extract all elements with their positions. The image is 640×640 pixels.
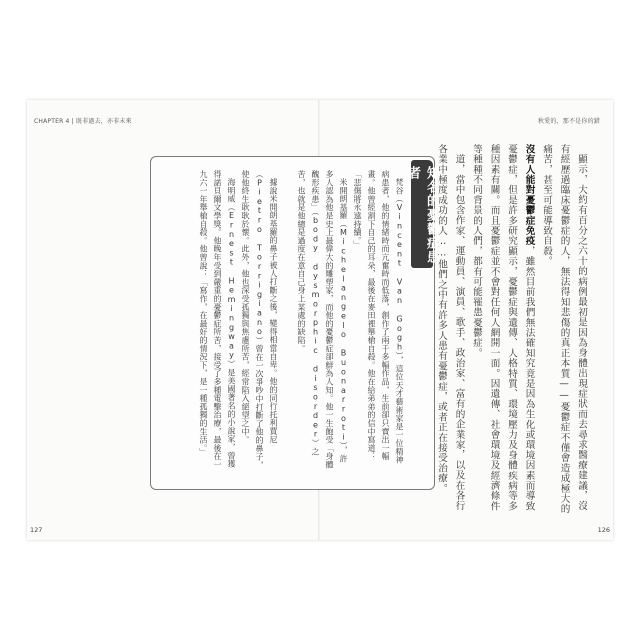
body-paragraph: 顯示，大約有百分之六十的病例最初是因為身體出現症狀而去尋求醫療建議，沒有經歷過臨床憂鬱症的人，無法得知悲傷的真正本質——憂鬱症不僅會造成極大的痛苦，甚至可能導致自殺。 bbox=[541, 144, 587, 514]
running-head-left: CHAPTER 4 | 既非過去，亦非未來 bbox=[34, 118, 132, 125]
section-subhead bbox=[468, 144, 538, 518]
page-number-left: 127 bbox=[30, 526, 43, 534]
body-paragraph: 道，當中包含作家、運動員、演員、歌手、政治家、富有的企業家，以及在各行各業中極度成功的人……他們之中有許多人患有憂鬱症，或者正在接受治療。 bbox=[436, 144, 465, 511]
subhead-continuation: ，雖然目前我們無法確知究竟是因為生化或環境因素而導致憂鬱症，但是許多研究顯示，憂鬱症與遺傳、人格特質、環境壓力及身體疾病等多種因素有關。而且憂鬱症並不會對任何人網開一面。因遺傳、社會環境及經濟條件等種種不同背景的人們，都有可能罹患憂鬱症。 bbox=[471, 144, 535, 512]
sidebar-title-tab bbox=[405, 160, 439, 268]
page-number-right: 126 bbox=[597, 526, 610, 534]
sidebar-text bbox=[162, 170, 406, 470]
sidebar-paragraph: 梵谷（Vincent Van Gogh），這位天才藝術家是一位精神病患者，他的情緒時而亢奮時而低落，創作了兩千多幅作品，生前卻只賣出一幅畫。他曾經割下自己的耳朵，最後在麥田裡舉槍自殺。他在給弟弟的信中寫道：「悲傷將永遠持續。」 bbox=[353, 170, 404, 464]
main-body-text bbox=[436, 144, 590, 518]
sidebar-title: 知名的憂鬱症患者 bbox=[405, 166, 439, 264]
sidebar-paragraph: 海明威（Ernest Hemingway）是美國著名的小說家，曾獲得諾貝爾文學獎。他晚年受到嚴重的憂鬱症所苦，接受了多種電擊治療，最後在一九六一年舉槍自殺。他曾說：「寫作，在最好的情況下，是一種孤獨的生活。」 bbox=[199, 170, 236, 469]
sidebar-paragraph: 米開朗基羅（Michelangelo Buonarroti），許多人認為他是史上最偉大的雕塑家，而他的憂鬱症卻鮮為人知。他一生飽受「身體醜形疾患」（body dysmorphic disorder）之苦，也就是他總是過度在意自己身上某處的缺陷。 bbox=[297, 170, 348, 469]
sidebar-paragraph: 據說米開朗基羅的鼻子被人打斷之後，變得相當自卑。他的同行托利賈尼（Pietro Torrigiano）曾在一次爭吵中打斷了他的鼻子，使他終生耿耿於懷。此外，他也深受孤獨與焦慮所苦，經常陷入絕望之中。 bbox=[241, 170, 278, 470]
subhead-text: 沒有人能對憂鬱症免疫 bbox=[523, 144, 535, 246]
running-head-right: 秋愛的，那不是你的錯 bbox=[537, 118, 600, 125]
